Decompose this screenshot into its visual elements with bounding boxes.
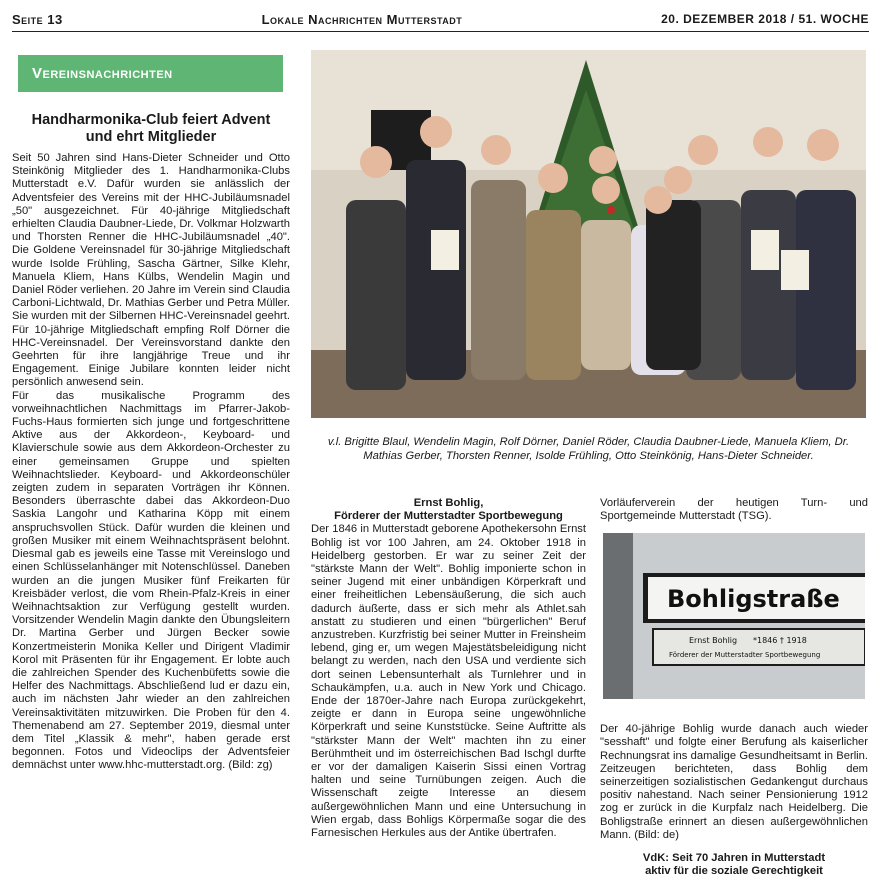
street-sign-image — [603, 533, 865, 699]
sign-name: Bohligstraße — [667, 585, 840, 613]
article-paragraph: Der 40-jährige Bohlig wurde danach auch wieder "sesshaft" und folgte einer Berufung als kaiserlicher Rechnungsrat ins damalige Gesundheitsamt in Berlin. Zeitzeugen berichteten, dass Bohlig dem seinerzeitigen sozialistischen Gedankengut durchaus positiv nahestand. Nach seiner Pensionierung 1912 zog er zurück in die Kurpfalz nach Heidelberg. Die Bohligstraße erinnert an diesen außergewöhnlichen Mann. (Bild: de) — [600, 723, 868, 841]
header-divider — [12, 31, 869, 32]
page-header — [12, 8, 869, 30]
sign-sub-line2: Förderer der Mutterstadter Sportbewegung — [669, 651, 821, 659]
group-photo-image — [311, 50, 866, 418]
title-line-2: Förderer der Mutterstadter Sportbewegung — [334, 510, 563, 523]
vdk-title-line-2: aktiv für die soziale Gerechtigkeit — [645, 865, 823, 878]
sign-sub-left: Ernst Bohlig — [689, 636, 738, 645]
section-banner: Vereinsnachrichten — [18, 55, 283, 92]
article-title — [311, 497, 586, 523]
article-paragraph: Der 1846 in Mutterstadt geborene Apothekersohn Ernst Bohlig ist vor 100 Jahren, am 24. Oktober 1918 in Heidelberg gestorben. Er war zu seiner Zeit der "stärkste Mann der Welt". Bohlig imponierte schon in seiner Jugend mit einer unbändigen Körperkraft und einer freiheitlichen Lebensäußerung, die sich auch dadurch äußerte, dass er sich mehr als Athlet.sah anstatt zu studieren und einen "bürgerlichen" Beruf anzustreben. Kurzfristig bei seiner Mutter in Freinsheim lebend, ging er, um wegen Majestätsbeleidigung nicht belangt zu werden, nach den USA und verdiente sich dort seinen Lebensunterhalt als Turnlehrer und in Schaukämpfen, u.a. auch in New York und Chicago. Ende der 1870er-Jahre nach Europa zurückgekehrt, zeigte er dann in Europa seine ungewöhnliche Körperkraft und seine Kunststücke. Seine Auftritte als "stärkster Mann der Welt" machten ihn zu einer Berühmtheit und im österreichischen Bad Ischgl durfte er vor der damaligen Kaiserin Sissi einen Vortrag halten und seine Turnübungen zeigen. Auch die Wissenschaft zeigte Interesse an diesem außergewöhnlichen Mann und eine Untersuchung in Wien ergab, dass Bohligs Körpermaße sogar die des Farnesischen Herkules aus der Antike übertrafen. — [311, 523, 586, 840]
photo-caption: v.l. Brigitte Blaul, Wendelin Magin, Rolf Dörner, Daniel Röder, Claudia Daubner-Liede, Manuela Kliem, Dr. Mathias Gerber, Thorsten Renner, Isolde Frühling, Otto Steinkönig, Hans-Dieter Schneider. — [327, 436, 850, 462]
article-handharmonika — [12, 112, 290, 773]
article-paragraph: Für das musikalische Programm des vorweihnachtlichen Nachmittags im Pfarrer-Jakob-Fuchs-Haus formierten sich junge und fortgeschrittene Aktive aus der Akkordeon-, Keyboard- und Klavierschule sowie aus dem Akkordeon-Orchester zu einer gemeinsamen Gruppe und spielten Weihnachtslieder. Keyboard- und Akkordeonschüler zeigten zudem in separaten Vorträgen ihr Können. Besonders überraschte dabei das Akkordeon-Duo Saskia Langohr und Katharina Köpp mit einem anspruchsvollen Stück. Dafür wurden die kleinen und großen Musiker mit einem Weihnachtspräsent belohnt. Diesmal gab es jeweils eine Tasse mit Vereinslogo und einen Schlüsselanhänger mit Notenschlüssel. Daneben wurden an die jungen Musiker fünf Freikarten für Kreisbäder verlost, die vom Rhein-Pfalz-Kreis in einer Weihnachtsaktion zur Verfügung gestellt wurden. Vorsitzender Wendelin Magin dankte den Übungsleitern Dr. Martina Gerber und Jürgen Becker sowie Konzertmeisterin Monika Keller und Dirigent Vladimir Korol mit Präsenten für ihr Engagement. Er lobte auch die zahlreichen Spender des Kuchenbüfetts sowie die Helfer des Nachmittags. Abschließend lud er dazu ein, auch im nächsten Jahr wieder an den zahlreichen Vereinsaktivitäten mitzuwirken. Die Proben für den 4. Themenabend am 27. September 2019, diesmal unter dem Titel „Klassik & mehr", haben gerade erst begonnen. Fotos und Videoclips der Adventsfeier demnächst unter www.hhc-mutterstadt.org. (Bild: zg) — [12, 389, 290, 772]
group-photo — [311, 50, 866, 418]
article-paragraph: Seit 50 Jahren sind Hans-Dieter Schneider und Otto Steinkönig Mitglieder des 1. Handharmonika-Clubs Mutterstadt e.V. Dafür wurden sie anlässlich der Adventsfeier des Vereins mit der HHC-Jubiläumsnadel „50" ausgezeichnet. Für 40-jährige Mitgliedschaft erhielten Claudia Daubner-Liede, Dr. Volkmar Holzwarth und Thorsten Renner die HHC-Jubiläumsnadel „40". Die Goldene Vereinsnadel für 30-jährige Mitgliedschaft wurde Isolde Frühling, Sascha Gärtner, Silke Klehr, Manuela Kliem, Hans Külbs, Wendelin Magin und Daniel Röder verliehen. 20 Jahre im Verein sind Claudia Carboni-Lichtwald, Dr. Mathias Gerber und Petra Müller. Sie wurden mit der Silbernen HHC-Vereinsnadel geehrt. Für 10-jährige Mitgliedschaft empfing Rolf Dörner die HHC-Vereinsnadel. Der Vereinsvorstand dankte den Geehrten für ihre langjährige Treue und ihr Engagement. Einige Jubilare konnten leider nicht persönlich anwesend sein. — [12, 152, 290, 389]
newspaper-title: Lokale Nachrichten Mutterstadt — [261, 11, 463, 27]
street-sign-photo — [603, 533, 865, 699]
vdk-title-line-1: VdK: Seit 70 Jahren in Mutterstadt — [642, 852, 826, 864]
page-number: Seite 13 — [12, 11, 63, 27]
article-bohlig-end — [600, 712, 868, 853]
issue-date: 20. DEZEMBER 2018 / 51. WOCHE — [661, 12, 869, 26]
title-line-1: Ernst Bohlig, — [413, 497, 484, 509]
article-bohlig — [311, 497, 586, 840]
headline-line-1: Handharmonika-Club feiert Advent — [31, 112, 271, 128]
article-vdk-headline — [600, 852, 868, 878]
headline-line-2: und ehrt Mitglieder — [85, 128, 217, 145]
sign-sub-right: *1846 † 1918 — [753, 636, 807, 645]
article-bohlig-continued — [600, 497, 868, 523]
article-headline — [12, 112, 290, 145]
article-paragraph: Vorläuferverein der heutigen Turn- und Sportgemeinde Mutterstadt (TSG). — [600, 497, 868, 523]
